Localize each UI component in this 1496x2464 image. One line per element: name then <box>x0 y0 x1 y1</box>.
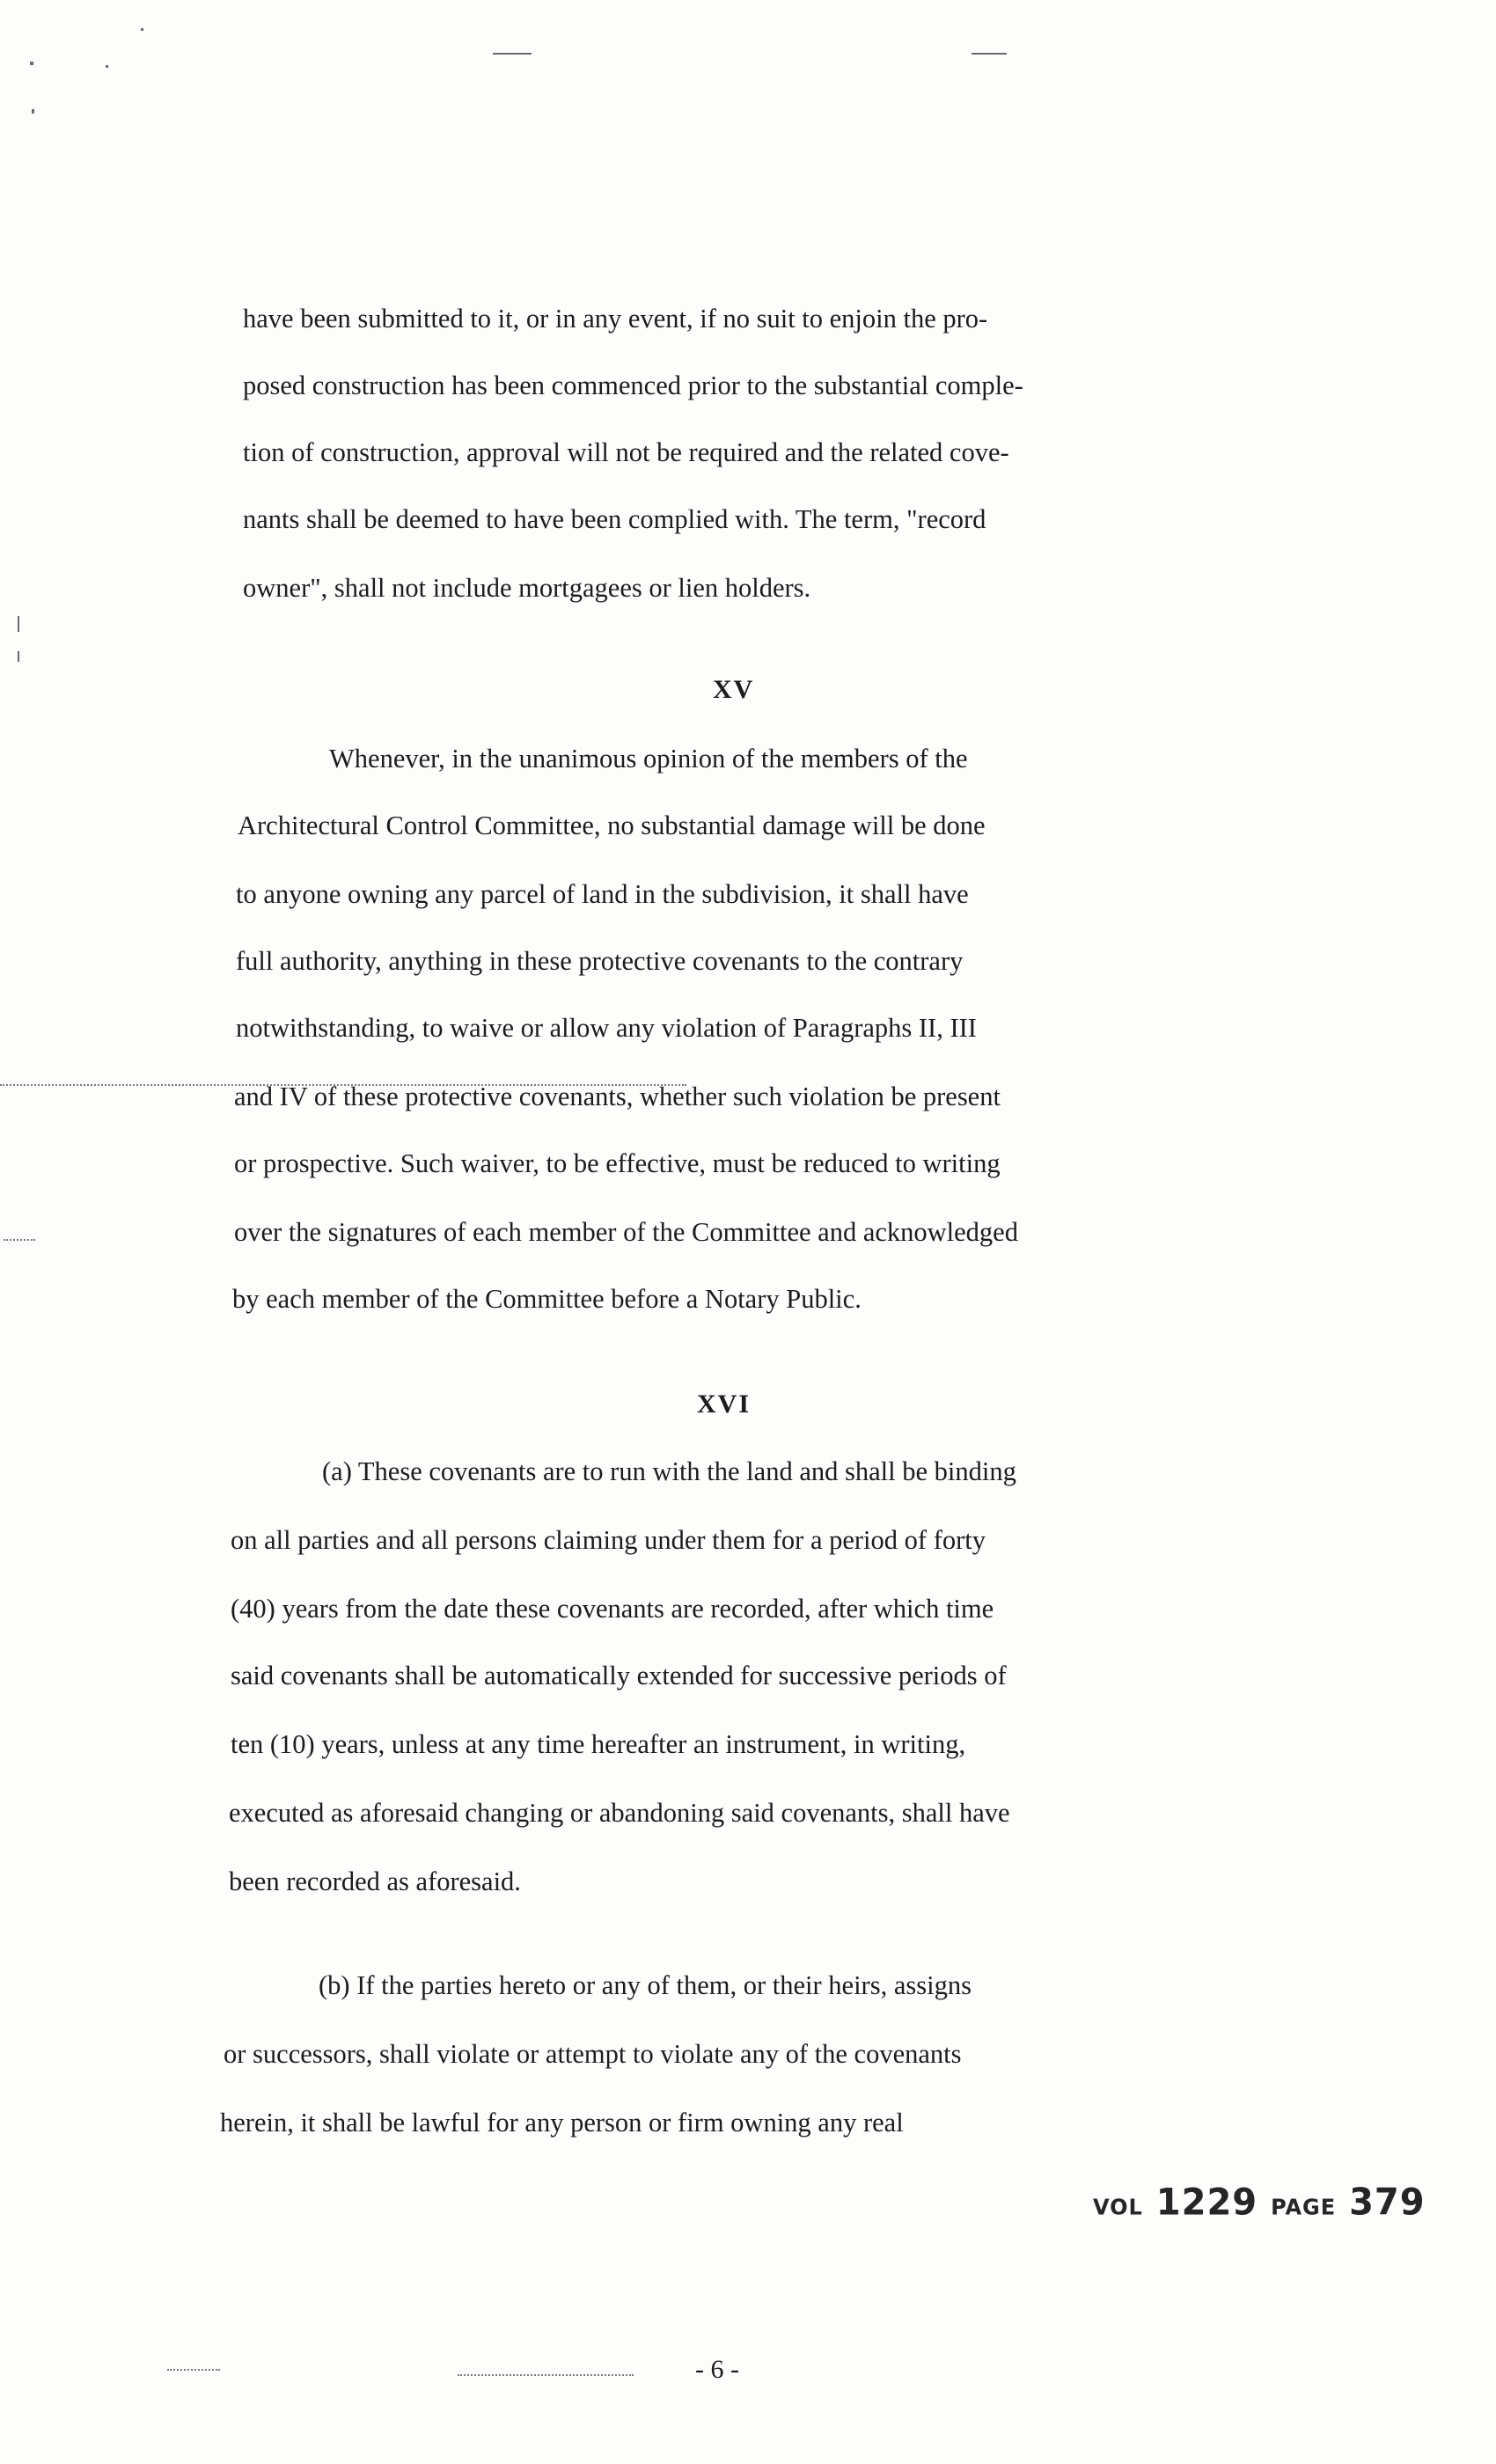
text-line: have been submitted to it, or in any event, if no suit to enjoin the pro- <box>243 304 988 334</box>
scan-dotted-line <box>4 1239 35 1241</box>
scan-speck <box>972 53 1007 55</box>
scan-speck <box>141 28 143 31</box>
text-line: Whenever, in the unanimous opinion of the members of the <box>329 744 968 774</box>
text-line: (b) If the parties hereto or any of them, or their heirs, assigns <box>319 1970 972 2000</box>
scan-speck <box>32 109 34 114</box>
scan-speck <box>493 53 532 55</box>
text-line: been recorded as aforesaid. <box>229 1866 521 1896</box>
text-line: executed as aforesaid changing or abandoning said covenants, shall have <box>229 1798 1010 1828</box>
text-line: on all parties and all persons claiming under them for a period of forty <box>231 1525 986 1555</box>
scan-dotted-line <box>458 2374 634 2376</box>
text-line: full authority, anything in these protective covenants to the contrary <box>236 946 964 976</box>
scan-speck <box>18 616 19 632</box>
stamp-book-number: 1229 <box>1155 2181 1258 2225</box>
text-line: nants shall be deemed to have been complied with. The term, "record <box>243 504 986 534</box>
scan-speck <box>30 62 33 65</box>
page-number: - 6 - <box>695 2355 739 2384</box>
stamp-page-label: PAGE <box>1271 2194 1337 2220</box>
text-line: posed construction has been commenced prior to the substantial comple- <box>243 370 1023 400</box>
text-line: owner", shall not include mortgagees or lien holders. <box>243 573 811 603</box>
text-line: ten (10) years, unless at any time hereafter an instrument, in writing, <box>231 1729 966 1759</box>
text-line: and IV of these protective covenants, whether such violation be present <box>234 1082 1001 1111</box>
text-line: (40) years from the date these covenants are recorded, after which time <box>231 1594 994 1624</box>
text-line: Architectural Control Committee, no substantial damage will be done <box>238 810 986 840</box>
text-line: (a) These covenants are to run with the land and shall be binding <box>322 1456 1016 1486</box>
text-line: to anyone owning any parcel of land in the subdivision, it shall have <box>236 879 969 909</box>
text-line: over the signatures of each member of the Committee and acknowledged <box>234 1217 1018 1247</box>
scan-dotted-line <box>167 2369 220 2371</box>
scan-speck <box>18 651 19 662</box>
text-line: or prospective. Such waiver, to be effective, must be reduced to writing <box>234 1148 1001 1178</box>
stamp-vol-label: VOL <box>1093 2194 1143 2220</box>
scan-speck <box>106 65 108 68</box>
text-line: herein, it shall be lawful for any person or firm owning any real <box>220 2108 904 2138</box>
text-line: by each member of the Committee before a Notary Public. <box>232 1284 862 1314</box>
text-line: or successors, shall violate or attempt to violate any of the covenants <box>224 2039 962 2069</box>
text-line: said covenants shall be automatically extended for successive periods of <box>231 1661 1007 1690</box>
section-heading: XV <box>713 675 755 704</box>
text-line: notwithstanding, to waive or allow any violation of Paragraphs II, III <box>236 1013 977 1043</box>
section-heading: XVI <box>697 1390 752 1419</box>
stamp-page-number: 379 <box>1349 2181 1426 2225</box>
text-line: tion of construction, approval will not be required and the related cove- <box>243 437 1009 467</box>
recording-stamp <box>1093 2182 1426 2224</box>
